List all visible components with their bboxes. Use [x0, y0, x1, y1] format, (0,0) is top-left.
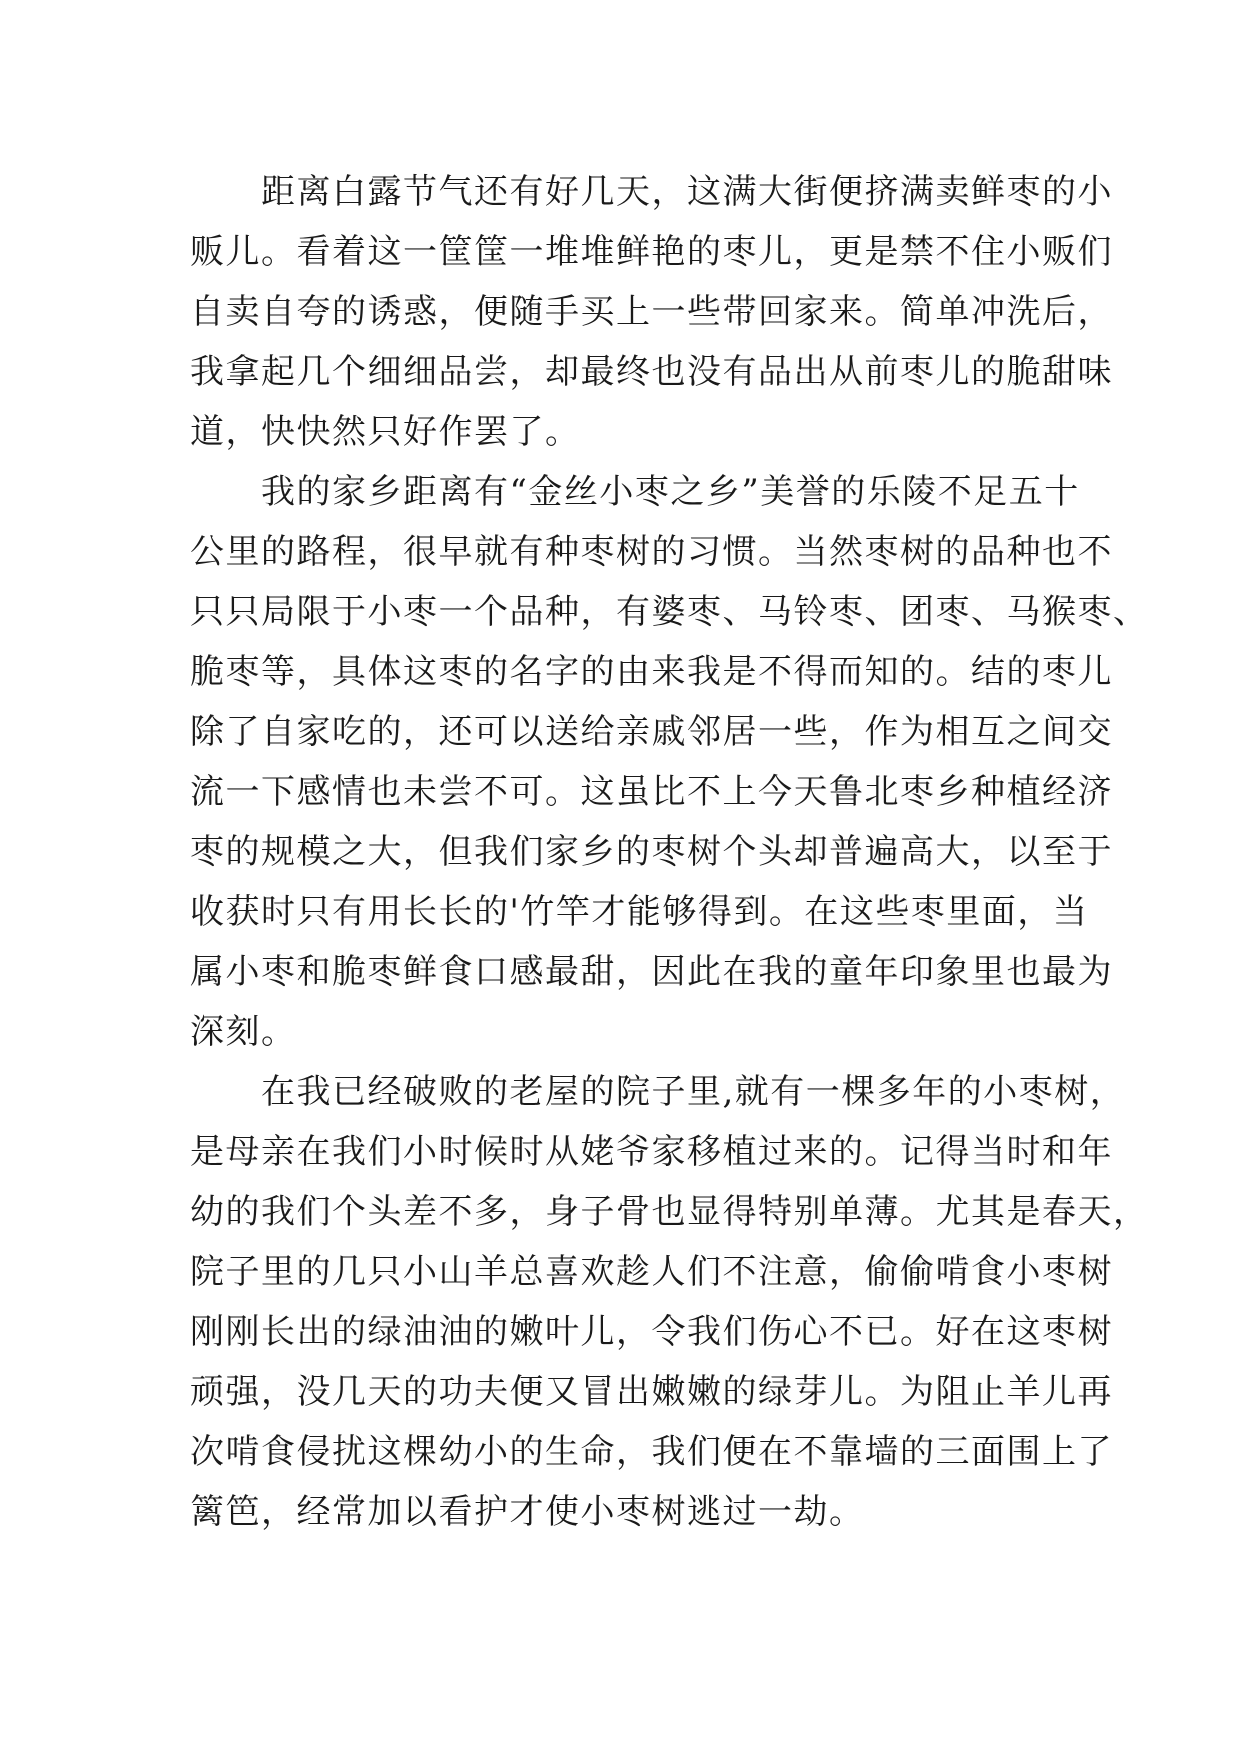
text-line: 除了自家吃的，还可以送给亲戚邻居一些，作为相互之间交	[190, 712, 1113, 752]
essay-body	[190, 162, 1149, 1542]
text-line: 深刻。	[190, 1012, 297, 1052]
text-line: 我的家乡距离有“金丝小枣之乡”美誉的乐陵不足五十	[190, 472, 1080, 512]
text-line: 幼的我们个头差不多，身子骨也显得特别单薄。尤其是春天，	[190, 1192, 1149, 1232]
text-line: 我拿起几个细细品尝，却最终也没有品出从前枣儿的脆甜味	[190, 352, 1113, 392]
text-line: 在我已经破败的老屋的院子里,就有一棵多年的小枣树，	[190, 1072, 1126, 1112]
text-line: 道，快快然只好作罢了。	[190, 412, 581, 452]
text-line: 贩儿。看着这一筐筐一堆堆鲜艳的枣儿，更是禁不住小贩们	[190, 232, 1113, 272]
text-line: 刚刚长出的绿油油的嫩叶儿，令我们伤心不已。好在这枣树	[190, 1312, 1113, 1352]
text-line: 属小枣和脆枣鲜食口感最甜，因此在我的童年印象里也最为	[190, 952, 1113, 992]
text-line: 收获时只有用长长的'竹竿才能够得到。在这些枣里面，当	[190, 892, 1089, 932]
text-line: 是母亲在我们小时候时从姥爷家移植过来的。记得当时和年	[190, 1132, 1113, 1172]
text-line: 只只局限于小枣一个品种，有婆枣、马铃枣、团枣、马猴枣、	[190, 592, 1149, 632]
text-line: 距离白露节气还有好几天，这满大街便挤满卖鲜枣的小	[190, 172, 1113, 212]
text-line: 院子里的几只小山羊总喜欢趁人们不注意，偷偷啃食小枣树	[190, 1252, 1113, 1292]
text-line: 流一下感情也未尝不可。这虽比不上今天鲁北枣乡种植经济	[190, 772, 1113, 812]
text-line: 次啃食侵扰这棵幼小的生命，我们便在不靠墙的三面围上了	[190, 1432, 1113, 1472]
text-line: 公里的路程，很早就有种枣树的习惯。当然枣树的品种也不	[190, 532, 1113, 572]
text-line: 枣的规模之大，但我们家乡的枣树个头却普遍高大，以至于	[190, 832, 1113, 872]
text-line: 自卖自夸的诱惑，便随手买上一些带回家来。简单冲洗后，	[190, 292, 1113, 332]
text-line: 顽强，没几天的功夫便又冒出嫩嫩的绿芽儿。为阻止羊儿再	[190, 1372, 1113, 1412]
text-line: 脆枣等，具体这枣的名字的由来我是不得而知的。结的枣儿	[190, 652, 1113, 692]
text-line: 篱笆，经常加以看护才使小枣树逃过一劫。	[190, 1492, 865, 1532]
